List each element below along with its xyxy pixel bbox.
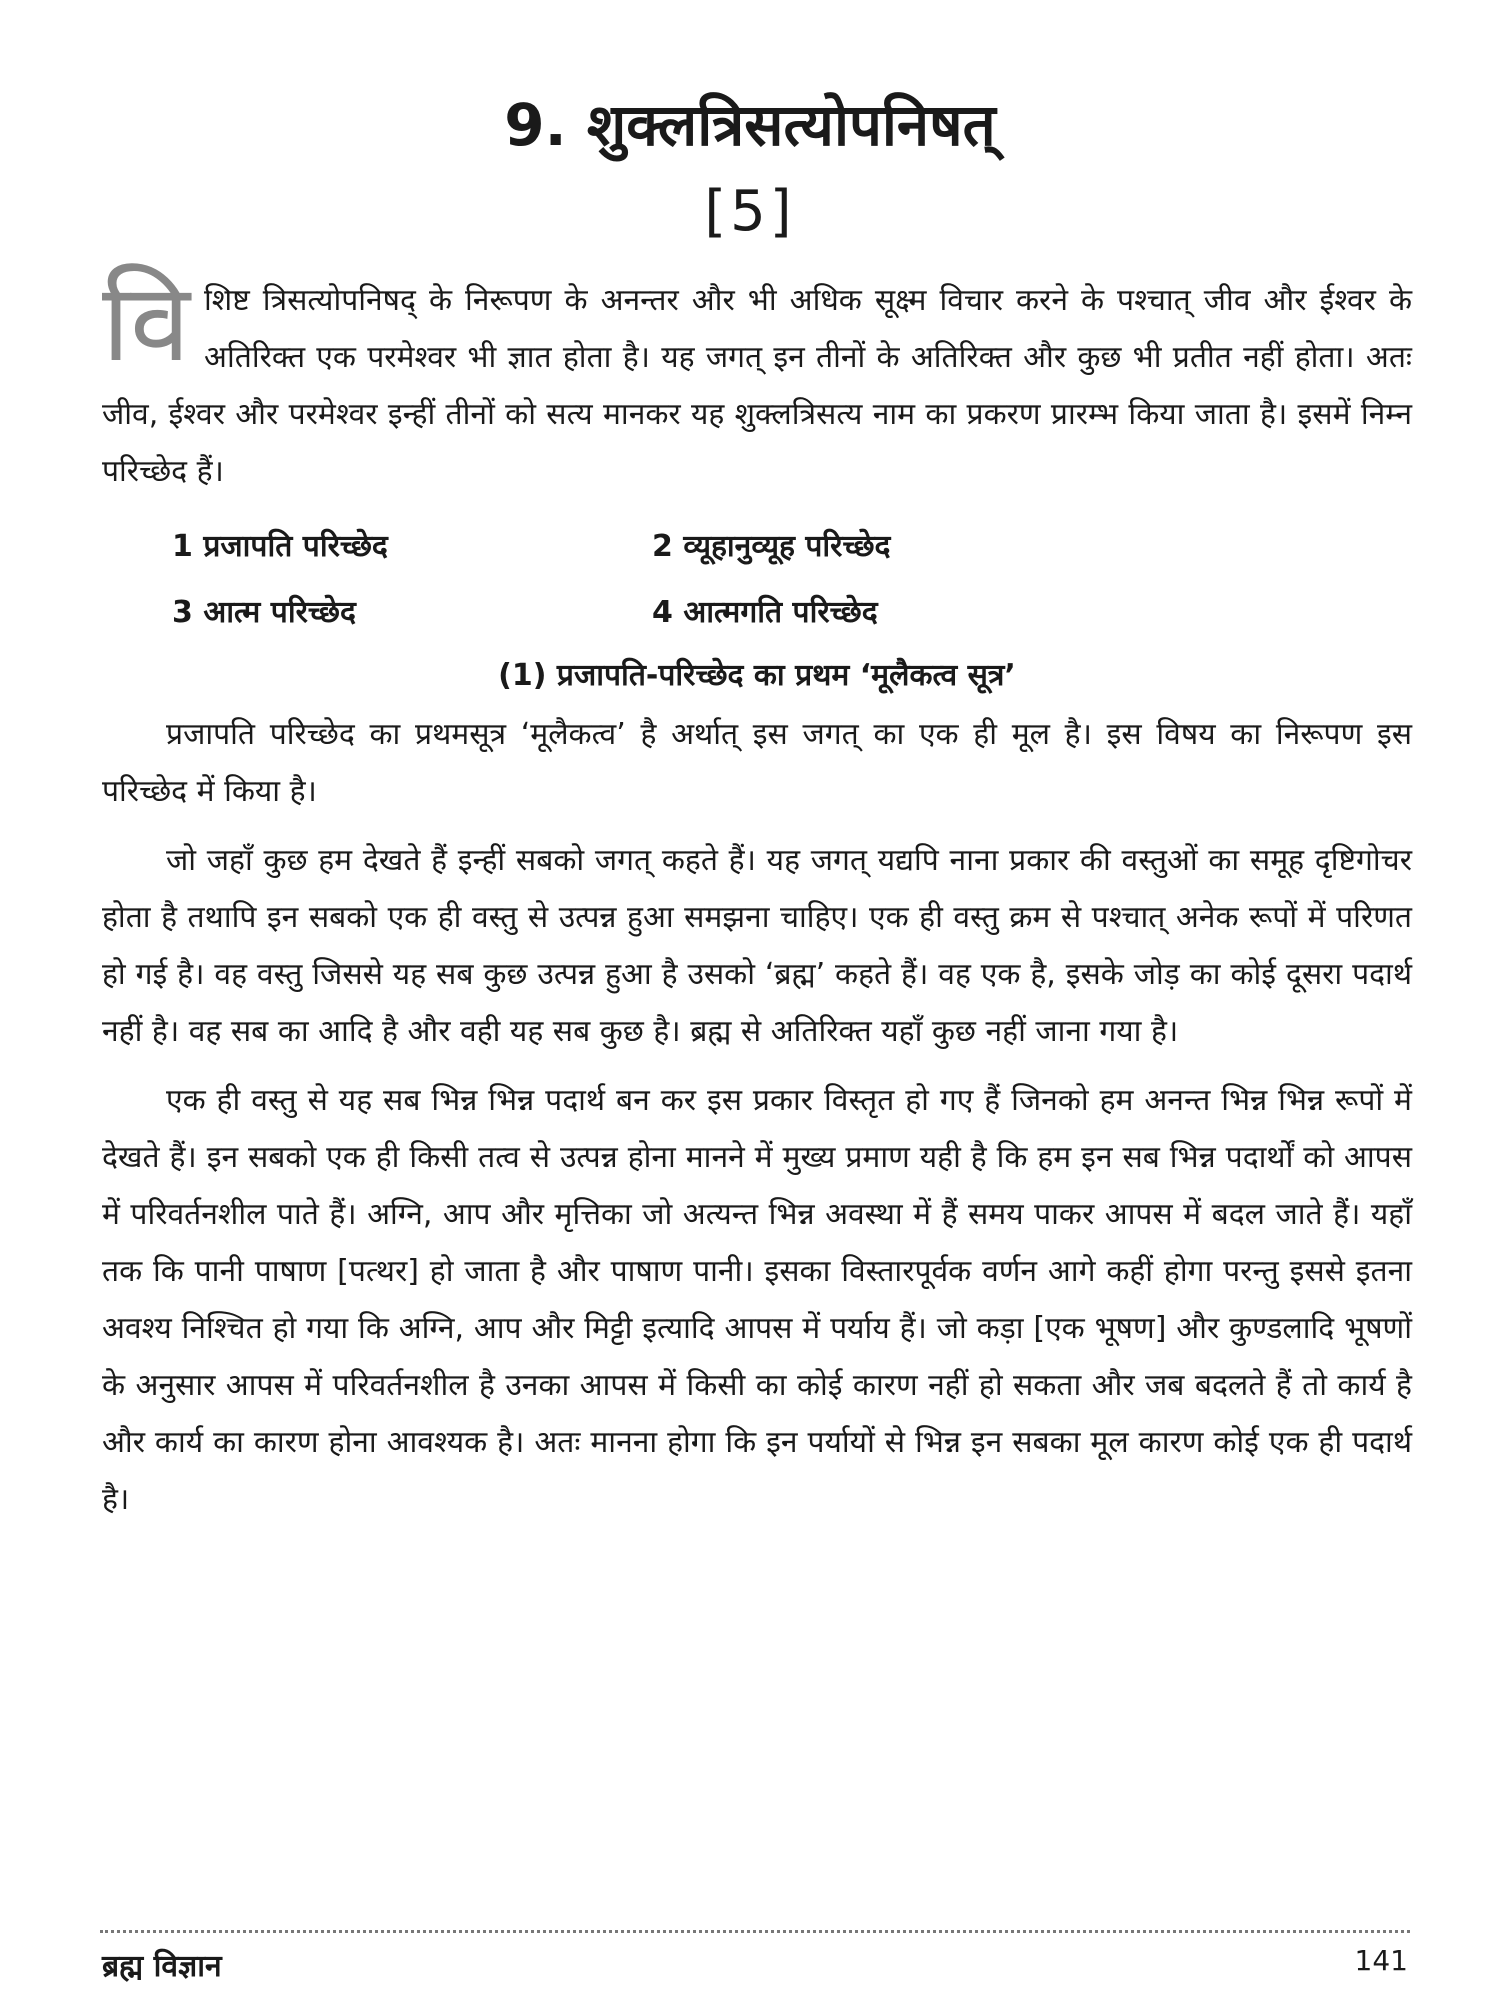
footer-book-title: ब्रह्म विज्ञान bbox=[102, 1949, 222, 1984]
index-item: 1 प्रजापति परिच्छेद bbox=[172, 529, 388, 564]
index-item: 4 आत्मगति परिच्छेद bbox=[652, 595, 878, 630]
intro-text: शिष्ट त्रिसत्योपनिषद् के निरूपण के अनन्तर और भी अधिक सूक्ष्म विचार करने के पश्चात् जीव और ईश्वर के अतिरिक्त एक परमेश्वर भी ज्ञात होता है। यह जगत् इन तीनों के अतिरिक्त और कुछ भी प्रतीत नहीं होता। अतः जीव, ईश्वर और परमेश्वर इन्हीं तीनों को सत्य मानकर यह शुक्लत्रिसत्य नाम का प्रकरण प्रारम्भ किया जाता है। इसमें निम्न परिच्छेद हैं। bbox=[102, 283, 1412, 489]
footer-divider bbox=[100, 1930, 1410, 1933]
index-item: 3 आत्म परिच्छेद bbox=[172, 595, 356, 630]
body-paragraph: जो जहाँ कुछ हम देखते हैं इन्हीं सबको जगत् कहते हैं। यह जगत् यद्यपि नाना प्रकार की वस्तुओं का समूह दृष्टिगोचर होता है तथापि इन सबको एक ही वस्तु से उत्पन्न हुआ समझना चाहिए। एक ही वस्तु क्रम से पश्चात् अनेक रूपों में परिणत हो गई है। वह वस्तु जिससे यह सब कुछ उत्पन्न हुआ है उसको ‘ब्रह्म’ कहते हैं। वह एक है, इसके जोड़ का कोई दूसरा पदार्थ नहीं है। वह सब का आदि है और वही यह सब कुछ है। ब्रह्म से अतिरिक्त यहाँ कुछ नहीं जाना गया है। bbox=[102, 843, 1412, 1049]
page-number: 141 bbox=[1354, 1944, 1408, 1977]
chapter-title: 9. शुक्लत्रिसत्योपनिषत् bbox=[504, 91, 996, 159]
page-content bbox=[102, 261, 1412, 1540]
intro-paragraph bbox=[102, 261, 1412, 500]
chapter-number: [5] bbox=[704, 179, 796, 244]
section-heading: (1) प्रजापति-परिच्छेद का प्रथम ‘मूलैकत्व सूत्र’ bbox=[498, 658, 1016, 693]
body-paragraph: एक ही वस्तु से यह सब भिन्न भिन्न पदार्थ बन कर इस प्रकार विस्तृत हो गए हैं जिनको हम अनन्त भिन्न भिन्न रूपों में देखते हैं। इन सबको एक ही किसी तत्व से उत्पन्न होना मानने में मुख्य प्रमाण यही है कि हम इन सब भिन्न पदार्थों को आपस में परिवर्तनशील पाते हैं। अग्नि, आप और मृत्तिका जो अत्यन्त भिन्न अवस्था में हैं समय पाकर आपस में बदल जाते हैं। यहाँ तक कि पानी पाषाण [पत्थर] हो जाता है और पाषाण पानी। इसका विस्तारपूर्वक वर्णन आगे कहीं होगा परन्तु इससे इतना अवश्य निश्चित हो गया कि अग्नि, आप और मिट्टी इत्यादि आपस में पर्याय हैं। जो कड़ा [एक भूषण] और कुण्डलादि भूषणों के अनुसार आपस में परिवर्तनशील है उनका आपस में किसी का कोई कारण नहीं हो सकता और जब बदलते हैं तो कार्य है और कार्य का कारण होना आवश्यक है। अतः मानना होगा कि इन पर्यायों से भिन्न इन सबका मूल कारण कोई एक ही पदार्थ है। bbox=[102, 1083, 1412, 1517]
section-index bbox=[172, 514, 1412, 646]
index-item: 2 व्यूहानुव्यूह परिच्छेद bbox=[652, 529, 891, 564]
drop-cap: वि bbox=[102, 261, 191, 386]
body-paragraph: प्रजापति परिच्छेद का प्रथमसूत्र ‘मूलैकत्व’ है अर्थात् इस जगत् का एक ही मूल है। इस विषय का निरूपण इस परिच्छेद में किया है। bbox=[102, 717, 1412, 809]
